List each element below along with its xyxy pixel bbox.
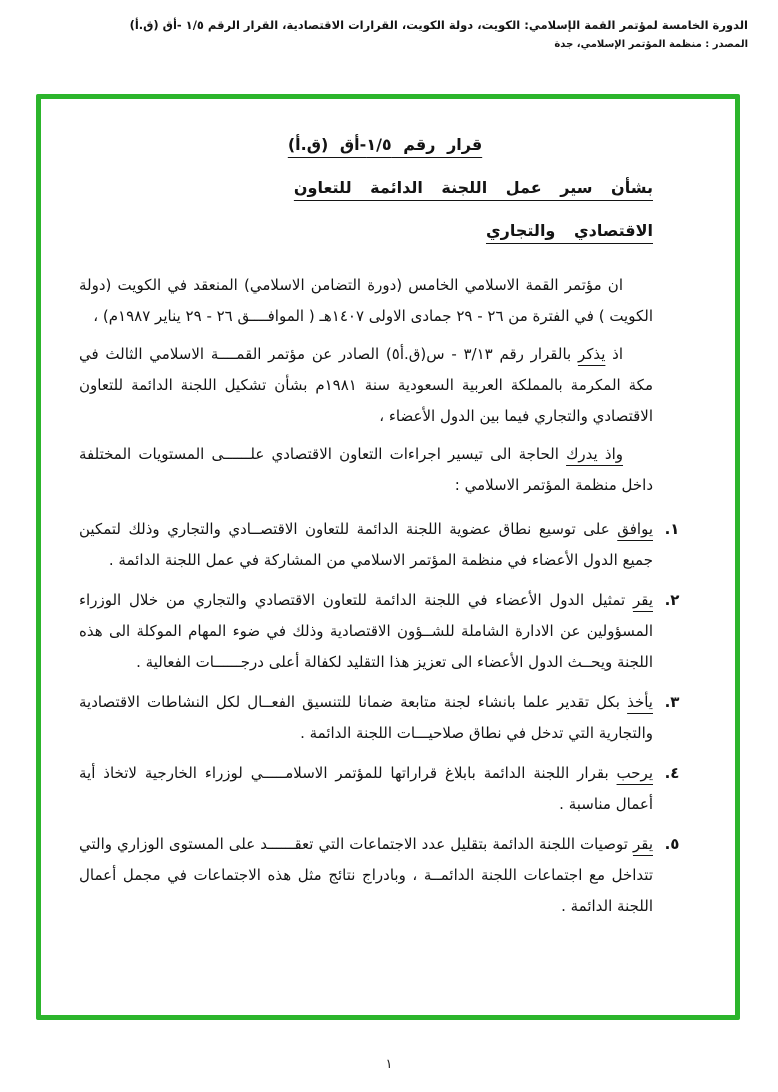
underlined-phrase: يوافق (617, 520, 653, 538)
preamble-section (79, 270, 691, 501)
text-run: تمثيل الدول الأعضاء في اللجنة الدائمة للتعاون الاقتصادي والتجاري من خلال الوزراء المسؤولين عن الادارة الشاملة للشــؤون الاقتصادية وذلك في ضوء المهام الموكلة الى هذه اللجنة ويحــث الدول الأعضاء الى تعزيز هذا التقليد لكفالة أعلى درجــــــات الفعالية . (79, 591, 653, 671)
item-text (79, 585, 653, 678)
text-run: ان مؤتمر القمة الاسلامي الخامس (دورة التضامن الاسلامي) المنعقد في الكويت (دولة الكويت ) في الفترة من ٢٦ - ٢٩ جمادى الاولى ١٤٠٧هـ ( الموافــــق ٢٦ - ٢٩ يناير ١٩٨٧م) ، (79, 276, 653, 325)
underlined-phrase: يقر (632, 835, 653, 853)
resolution-number-title: قرار رقم ١/٥-أق (ق.أ) (287, 135, 483, 154)
scan-highlight-frame (36, 94, 740, 1020)
resolution-item (79, 514, 691, 576)
resolution-document (41, 99, 735, 1015)
item-text (79, 687, 653, 749)
underlined-phrase: يرحب (616, 764, 653, 782)
header-line-1: الدورة الخامسة لمؤتمر القمة الإسلامي: الكويت، دولة الكويت، القرارات الاقتصادية، القرار الرقم ١/٥ -أق (ق.أ) (129, 18, 748, 32)
catalog-header (28, 18, 748, 50)
resolution-subject-line-1: بشأن سير عمل اللجنة الدائمة للتعاون (293, 178, 653, 197)
preamble-paragraph (79, 270, 653, 332)
resolution-item (79, 585, 691, 678)
text-run: بكل تقدير علما بانشاء لجنة متابعة ضمانا للتنسيق الفعــال لكل النشاطات الاقتصادية والتجارية التي تدخل في نطاق صلاحيـــات اللجنة الدائمة . (79, 693, 653, 742)
text-run: الحاجة الى تيسير اجراءات التعاون الاقتصادي علــــــى المستويات المختلفة داخل منظمة المؤتمر الاسلامي : (79, 445, 653, 494)
item-number: ٣. (664, 693, 680, 711)
page-number: ١ (385, 1057, 393, 1072)
underlined-phrase: يذكر (577, 345, 606, 363)
item-number: ٤. (664, 764, 680, 782)
item-text (79, 758, 653, 820)
text-run: على توسيع نطاق عضوية اللجنة الدائمة للتعاون الاقتصــادي والتجاري وذلك لتمكين جميع الدول الأعضاء في منظمة المؤتمر الاسلامي من المشاركة في عمل اللجنة الدائمة . (79, 520, 653, 569)
resolution-subject-line-2: الاقتصادي والتجاري (485, 221, 653, 240)
resolution-item (79, 829, 691, 922)
item-number: ٥. (664, 835, 680, 853)
text-run: بقرار اللجنة الدائمة بابلاغ قراراتها للمؤتمر الاسلامـــــي لوزراء الخارجية لاتخاذ أية أعمال مناسبة . (79, 764, 653, 813)
preamble-paragraph (79, 339, 653, 432)
preamble-paragraph (79, 439, 653, 501)
item-number: ١. (664, 520, 680, 538)
underlined-phrase: واذ يدرك (566, 445, 624, 463)
operative-items-section (79, 514, 691, 922)
text-run: اذ (605, 345, 623, 363)
header-source-line: المصدر : منظمة المؤتمر الإسلامي، جدة (554, 39, 748, 50)
resolution-item (79, 687, 691, 749)
item-text (79, 514, 653, 576)
text-run: توصيات اللجنة الدائمة بتقليل عدد الاجتماعات التي تعقــــــد على المستوى الوزاري والتي تتداخل مع اجتماعات اللجنة الدائمــة ، وبادراج نتائج مثل هذه الاجتماعات في مجمل أعمال اللجنة الدائمة . (79, 835, 653, 915)
underlined-phrase: يقر (632, 591, 653, 609)
item-number: ٢. (664, 591, 680, 609)
item-text (79, 829, 653, 922)
underlined-phrase: يأخذ (627, 693, 653, 711)
text-run: بالقرار رقم ٣/١٣ - س(ق.أ٥) الصادر عن مؤتمر القمــــة الاسلامي الثالث في مكة المكرمة بالمملكة العربية السعودية سنة ١٩٨١م بشأن تشكيل اللجنة الدائمة للتعاون الاقتصادي والتجاري فيما بين الدول الأعضاء ، (79, 345, 653, 425)
resolution-item (79, 758, 691, 820)
